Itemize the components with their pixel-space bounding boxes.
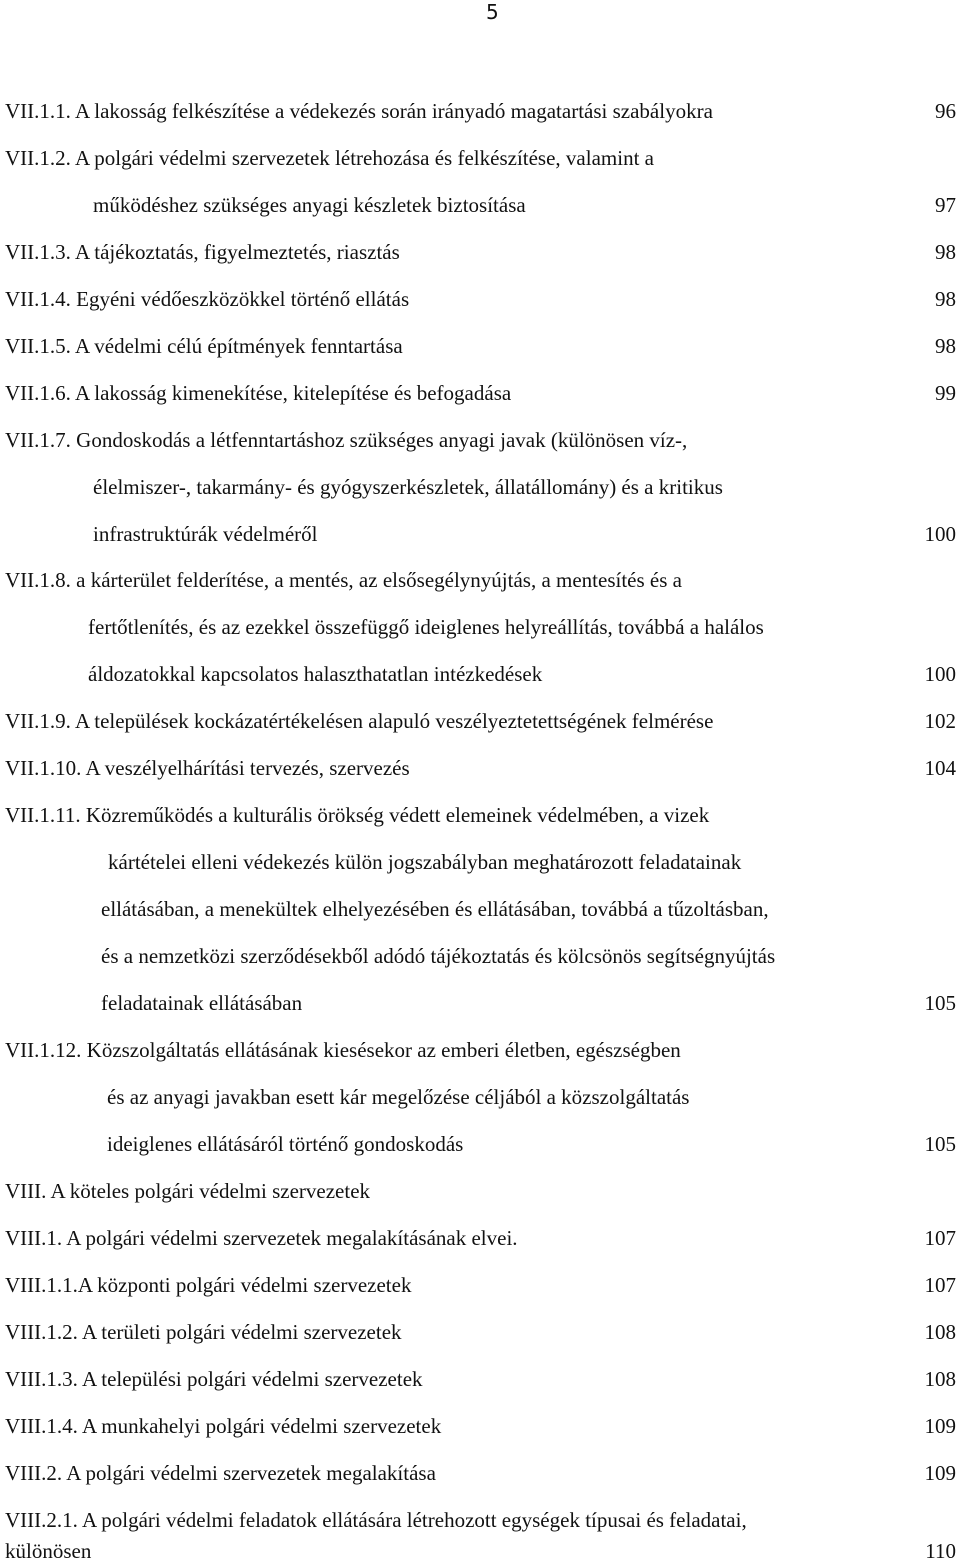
toc-entry-continuation: fertőtlenítés, és az ezekkel összefüggő ideiglenes helyreállítás, továbbá a halálos (88, 615, 764, 639)
toc-entry-title: VII.1.7. Gondoskodás a létfenntartáshoz szükséges anyagi javak (különösen víz-, (5, 428, 688, 452)
toc-entry-continuation: és a nemzetközi szerződésekből adódó tájékoztatás és kölcsönös segítségnyújtás (101, 944, 776, 968)
toc-entry-title: VIII.1. A polgári védelmi szervezetek megalakításának elvei. (5, 1226, 518, 1250)
toc-entry-title: VII.1.5. A védelmi célú építmények fenntartása (5, 334, 403, 358)
toc-entry-title: VII.1.12. Közszolgáltatás ellátásának kiesésekor az emberi életben, egészségben (5, 1038, 681, 1062)
toc-entry-continuation: élelmiszer-, takarmány- és gyógyszerkészletek, állatállomány) és a kritikus (93, 475, 723, 499)
page-number: 5 (486, 0, 499, 24)
toc-entry-continuation: működéshez szükséges anyagi készletek biztosítása (93, 193, 526, 217)
toc-entry-page: 97 (935, 193, 956, 217)
toc-entry-title: VIII.1.4. A munkahelyi polgári védelmi szervezetek (5, 1414, 442, 1438)
toc-entry-page: 98 (935, 240, 956, 264)
toc-entry-title: VIII.1.2. A területi polgári védelmi szervezetek (5, 1320, 402, 1344)
toc-entry-page: 98 (935, 334, 956, 358)
toc-entry-title: VII.1.8. a kárterület felderítése, a mentés, az elsősegélynyújtás, a mentesítés és a (5, 568, 682, 592)
toc-entry-page: 110 (925, 1539, 956, 1563)
toc-entry-title: VIII.2. A polgári védelmi szervezetek megalakítása (5, 1461, 436, 1485)
toc-entry-page: 107 (924, 1273, 956, 1297)
toc-entry-page: 102 (924, 709, 956, 733)
toc-entry-page: 100 (924, 522, 956, 546)
toc-entry-page: 108 (924, 1367, 956, 1391)
toc-entry-title: VII.1.4. Egyéni védőeszközökkel történő ellátás (5, 287, 410, 311)
toc-entry-page: 100 (924, 662, 956, 686)
toc-entry-title: VII.1.3. A tájékoztatás, figyelmeztetés, riasztás (5, 240, 400, 264)
toc-entry-page: 105 (924, 1132, 956, 1156)
toc-entry-continuation: különösen (5, 1539, 92, 1563)
toc-entry-title: VIII. A köteles polgári védelmi szervezetek (5, 1179, 371, 1203)
toc-entry-page: 104 (924, 756, 956, 780)
toc-entry-title: VIII.1.3. A települési polgári védelmi szervezetek (5, 1367, 423, 1391)
toc-entry-title: VIII.2.1. A polgári védelmi feladatok ellátására létrehozott egységek típusai és feladatai, (5, 1508, 747, 1532)
toc-entry-title: VII.1.10. A veszélyelhárítási tervezés, szervezés (5, 756, 410, 780)
toc-entry-title: VII.1.11. Közreműködés a kulturális örökség védett elemeinek védelmében, a vizek (5, 803, 710, 827)
toc-entry-continuation: feladatainak ellátásában (101, 991, 303, 1015)
toc-entry-title: VIII.1.1.A központi polgári védelmi szervezetek (5, 1273, 412, 1297)
toc-entry-page: 96 (935, 99, 956, 123)
toc-entry-page: 107 (924, 1226, 956, 1250)
toc-entry-page: 108 (924, 1320, 956, 1344)
toc-entry-continuation: és az anyagi javakban esett kár megelőzése céljából a közszolgáltatás (107, 1085, 690, 1109)
toc-entry-continuation: infrastruktúrák védelméről (93, 522, 318, 546)
toc-entry-continuation: kártételei elleni védekezés külön jogszabályban meghatározott feladatainak (108, 850, 742, 874)
toc-entry-continuation: ellátásában, a menekültek elhelyezésében és ellátásában, továbbá a tűzoltásban, (101, 897, 769, 921)
toc-entry-continuation: ideiglenes ellátásáról történő gondoskodás (107, 1132, 464, 1156)
toc-entry-page: 109 (924, 1461, 956, 1485)
toc-entry-title: VII.1.9. A települések kockázatértékelésen alapuló veszélyeztetettségének felmérése (5, 709, 714, 733)
toc-entry-continuation: áldozatokkal kapcsolatos halaszthatatlan intézkedések (88, 662, 543, 686)
toc-entry-page: 99 (935, 381, 956, 405)
toc-entry-title: VII.1.6. A lakosság kimenekítése, kitelepítése és befogadása (5, 381, 512, 405)
toc-entry-title: VII.1.2. A polgári védelmi szervezetek létrehozása és felkészítése, valamint a (5, 146, 654, 170)
toc-entry-title: VII.1.1. A lakosság felkészítése a védekezés során irányadó magatartási szabályokra (5, 99, 713, 123)
toc-entry-page: 105 (924, 991, 956, 1015)
toc-entry-page: 109 (924, 1414, 956, 1438)
toc-entry-page: 98 (935, 287, 956, 311)
